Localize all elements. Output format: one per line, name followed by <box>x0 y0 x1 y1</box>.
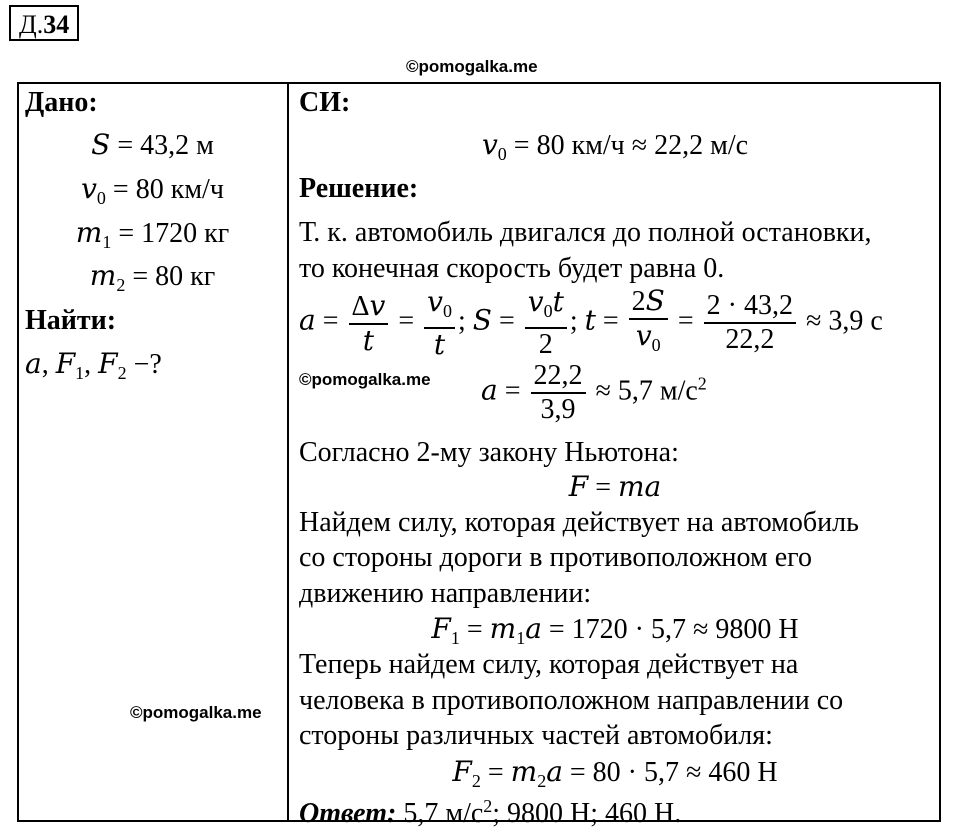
problem-number-value: 34 <box>43 10 70 39</box>
given-m1: $m_1 = 1720$ кг <box>75 216 230 252</box>
problem-prefix: Д. <box>19 10 44 39</box>
solution-title: Решение: <box>299 173 419 204</box>
formula-time: a = $\frac{\Delta v}{t}$ = $\frac{v_0}{t}$ ; S = $\frac{v_0t}{2}$ ; t = $\frac{2S}{v_0}$ = $\frac{2 \cdot 43,2}{22,2}$ ≈ 3,9 с <box>299 284 883 361</box>
solution-text-7: человека в противоположном направлении со <box>299 685 844 716</box>
solution-text-4: со стороны дороги в противоположном его <box>299 542 812 573</box>
problem-number <box>9 5 79 41</box>
solution-text-1: Т. к. автомобиль двигался до полной остановки, <box>299 217 872 248</box>
formula-acceleration: a = $\frac{22,2}{3,9}$ ≈ 5,7 $м/с^2$ <box>481 360 707 425</box>
formula-newton: F = ma <box>568 470 662 503</box>
given-v0: $v_0 = 80$ км/ч <box>81 172 224 208</box>
solution-text-6: Теперь найдем силу, которая действует на <box>299 649 799 680</box>
formula-f1: $F_1 = m_1a = 1720 \cdot 5,7 \approx 9800$ Н <box>431 612 799 648</box>
solution-text-5: движению направлении: <box>299 578 592 609</box>
given-m2: $m_2 = 80$ кг <box>89 259 216 295</box>
answer-line: Ответ: 5,7 $м/с^2$; 9800 Н; 460 Н. <box>299 796 682 829</box>
watermark-middle: ©pomogalka.me <box>299 370 431 389</box>
newton-law-text: Согласно 2-му закону Ньютона: <box>299 437 679 468</box>
si-conversion: $v_0 = 80$ км/ч ≈ 22,2 м/с <box>481 128 749 164</box>
formula-f2: $F_2 = m_2a = 80 \cdot 5,7 \approx 460$ Н <box>452 755 778 791</box>
solution-text-3: Найдем силу, которая действует на автомобиль <box>299 507 859 538</box>
solution-text-8: стороны различных частей автомобиля: <box>299 720 773 751</box>
watermark-top: ©pomogalka.me <box>406 57 538 76</box>
solution-text-2: то конечная скорость будет равна 0. <box>299 253 725 284</box>
given-title: Дано: <box>25 87 98 118</box>
column-divider <box>287 82 289 822</box>
given-s: S = 43,2 м <box>91 128 214 161</box>
watermark-left: ©pomogalka.me <box>130 703 262 722</box>
find-title: Найти: <box>25 305 117 336</box>
find-unknowns: a, $F_1$, $F_2$ −? <box>25 347 162 383</box>
si-title: СИ: <box>299 87 351 118</box>
